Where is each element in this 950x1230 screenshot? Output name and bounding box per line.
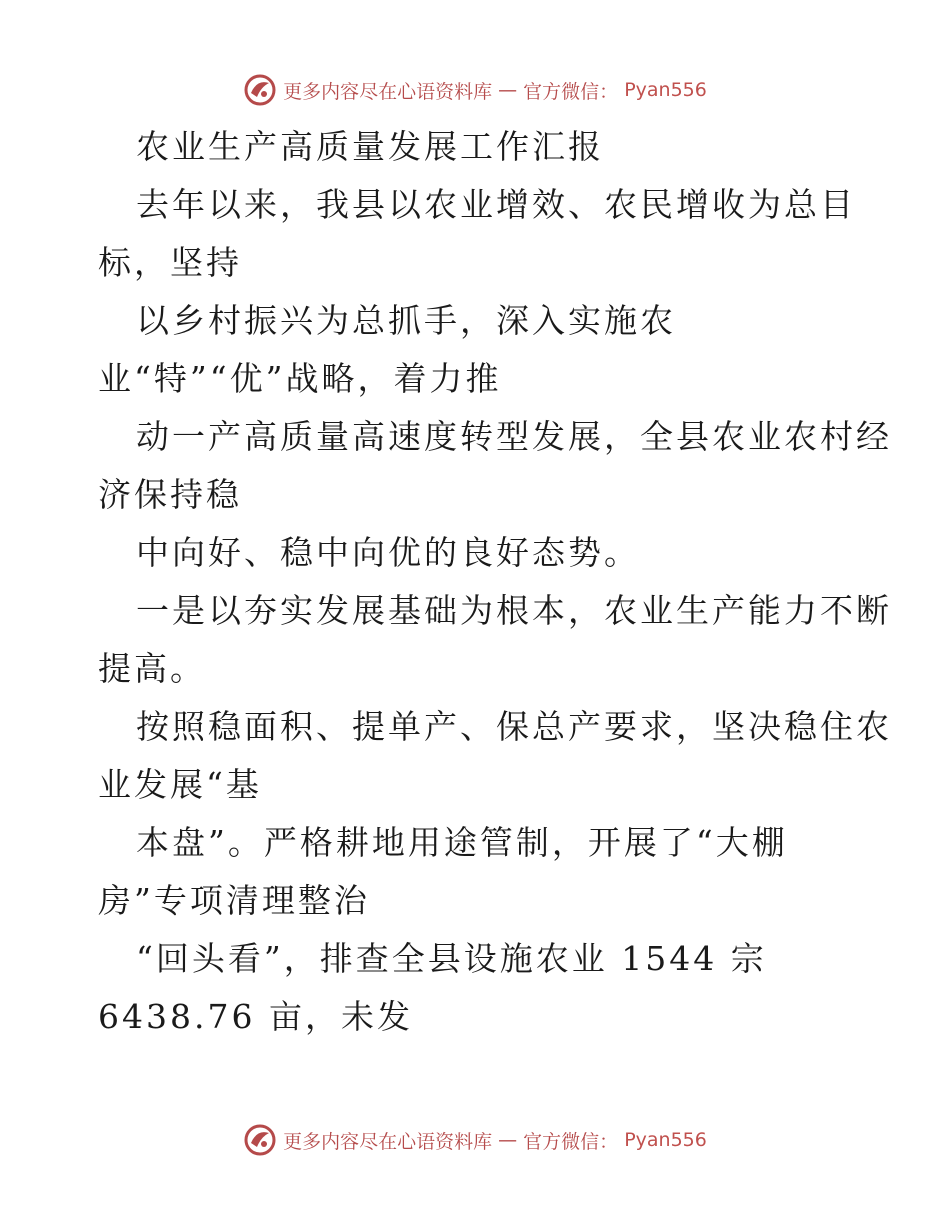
text-line: 房”专项清理整治: [98, 881, 370, 920]
text-line: 本盘”。严格耕地用途管制，开展了“大棚: [136, 823, 788, 862]
red-swirl-logo-icon: [243, 1123, 277, 1157]
text-line: 6438.76 亩，未发: [98, 997, 413, 1036]
text-line: 动一产高质量高速度转型发展，全县农业农村经: [136, 417, 892, 456]
document-title: 农业生产高质量发展工作汇报: [136, 127, 604, 166]
watermark-wechat-id: Pyan556: [624, 79, 707, 101]
watermark-label: 官方微信：: [523, 1130, 619, 1153]
text-line: 业发展“基: [98, 765, 262, 804]
text-line: 按照稳面积、提单产、保总产要求，坚决稳住农: [136, 707, 892, 746]
text-line: 业“特”“优”战略，着力推: [98, 359, 502, 398]
text-line: 一是以夯实发展基础为根本，农业生产能力不断: [136, 591, 892, 630]
text-line: “回头看”，排查全县设施农业 1544 宗: [136, 939, 767, 978]
watermark-wechat-id: Pyan556: [624, 1129, 707, 1151]
text-line: 以乡村振兴为总抓手，深入实施农: [136, 301, 676, 340]
red-swirl-logo-icon: [243, 73, 277, 107]
watermark-text: 更多内容尽在心语资料库: [283, 1130, 493, 1153]
watermark-label: 官方微信：: [523, 80, 619, 103]
document-body: [98, 118, 892, 1046]
text-line: 提高。: [98, 649, 206, 688]
text-line: 去年以来，我县以农业增效、农民增收为总目: [136, 185, 856, 224]
header-watermark: [0, 70, 950, 110]
text-line: 中向好、稳中向优的良好态势。: [136, 533, 640, 572]
text-line: 标，坚持: [98, 243, 242, 282]
text-line: 济保持稳: [98, 475, 242, 514]
footer-watermark: [0, 1120, 950, 1160]
watermark-text: 更多内容尽在心语资料库: [283, 80, 493, 103]
watermark-separator: —: [498, 79, 518, 101]
watermark-separator: —: [498, 1129, 518, 1151]
